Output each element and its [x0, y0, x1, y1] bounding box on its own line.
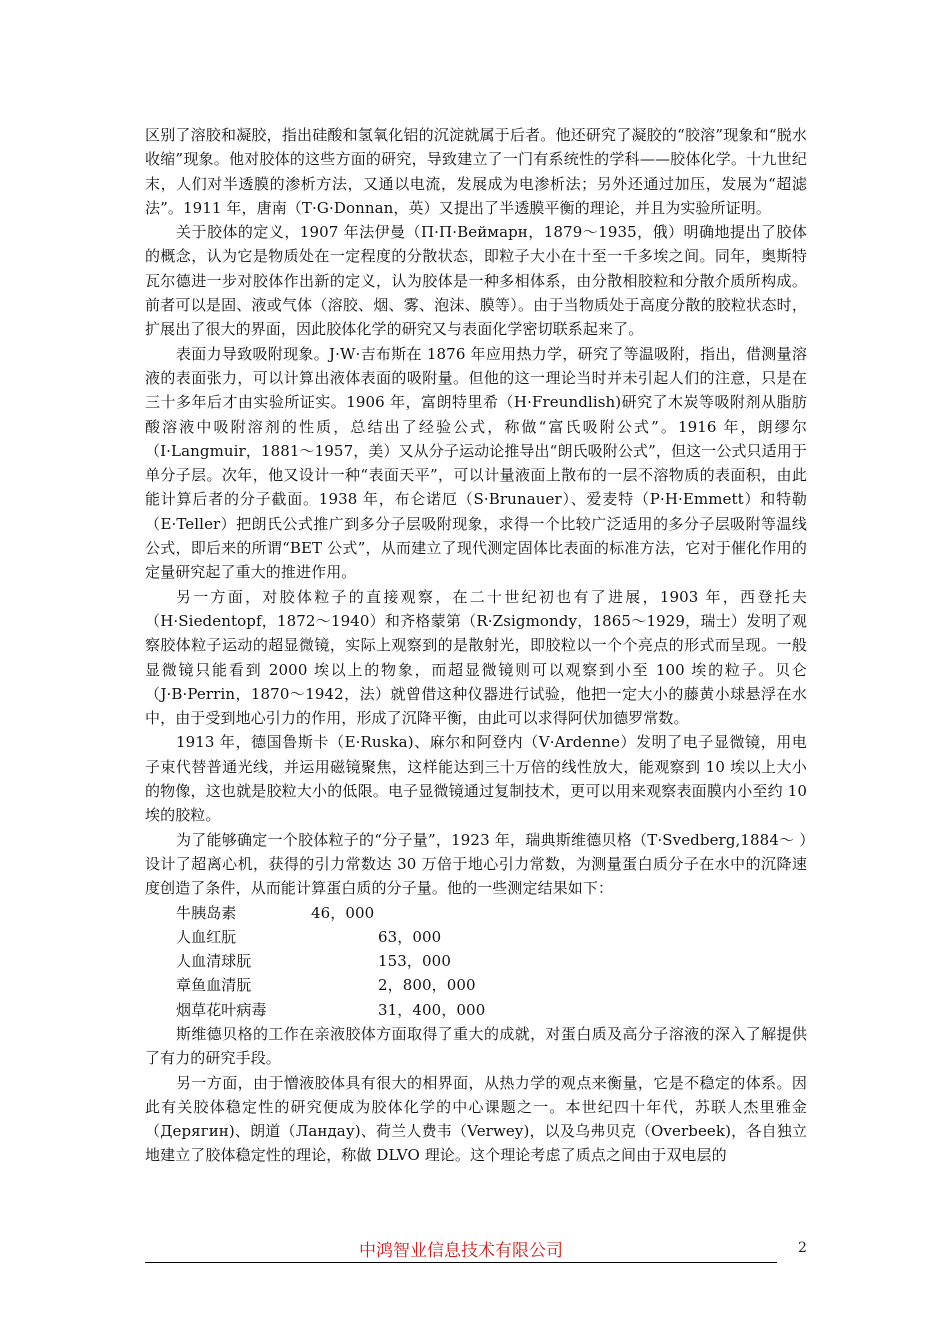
paragraph: 关于胶体的定义，1907 年法伊曼（П·П·Веймарн，1879～1935，俄）明确地提出了胶体的概念，认为它是物质处在一定程度的分散状态，即粒子大小在十至一千多埃之间。同年，奥斯特瓦尔德进一步对胶体作出新的定义，认为胶体是一种多相体系，由分散相胶粒和分散介质所构成。前者可以是固、液或气体（溶胶、烟、雾、泡沫、膜等）。由于当物质处于高度分散的胶粒状态时，扩展出了很大的界面，因此胶体化学的研究又与表面化学密切联系起来了。	[145, 223, 807, 339]
molecular-weight: 2，800，000	[378, 976, 476, 995]
protein-name: 烟草花叶病毒	[176, 1000, 267, 1019]
footer-company-name: 中鸿智业信息技术有限公司	[359, 1241, 563, 1261]
protein-name: 牛胰岛素	[176, 903, 237, 922]
measurement-row	[145, 925, 807, 949]
footer-divider	[145, 1262, 777, 1263]
paragraph: 1913 年，德国鲁斯卡（E·Ruska)、麻尔和阿登内（V·Ardenne）发明了电子显微镜，用电子束代替普通光线，并运用磁镜聚焦，这样能达到三十万倍的线性放大，能观察到 10 埃以上大小的物像，这也就是胶粒大小的低限。电子显微镜通过复制技术，更可以用来观察表面膜内小至约 10 埃的胶粒。	[145, 733, 807, 825]
measurement-row	[145, 998, 807, 1022]
paragraph: 为了能够确定一个胶体粒子的“分子量”，1923 年，瑞典斯维德贝格（T·Svedberg,1884～ ）设计了超离心机，获得的引力常数达 30 万倍于地心引力常数，为测量蛋白质分子在水中的沉降速度创造了条件，从而能计算蛋白质的分子量。他的一些测定结果如下：	[145, 830, 807, 898]
molecular-weight: 46，000	[311, 903, 375, 922]
measurement-row	[145, 901, 807, 925]
molecular-weight: 31，400，000	[378, 1000, 486, 1019]
protein-name: 人血清球朊	[176, 952, 252, 971]
protein-name: 人血红朊	[176, 927, 237, 946]
paragraph: 斯维德贝格的工作在亲液胶体方面取得了重大的成就，对蛋白质及高分子溶液的深入了解提供了有力的研究手段。	[145, 1024, 807, 1068]
paragraph: 表面力导致吸附现象。J·W·吉布斯在 1876 年应用热力学，研究了等温吸附，指出，借测量溶液的表面张力，可以计算出液体表面的吸附量。但他的这一理论当时并未引起人们的注意，只是在三十多年后才由实验所证实。1906 年，富朗特里希（H·Freundlish)研究了木炭等吸附剂从脂肪酸溶液中吸附溶剂的性质，总结出了经验公式，称做“富氏吸附公式”。1916 年，朗缪尔（I·Langmuir，1881～1957，美）又从分子运动论推导出“朗氏吸附公式”，但这一公式只适用于单分子层。次年，他又设计一种“表面天平”，可以计量液面上散布的一层不溶物质的表面积，由此能计算后者的分子截面。1938 年，布仑诺厄（S·Brunauer）、爱麦特（P·H·Emmett）和特勒（E·Teller）把朗氏公式推广到多分子层吸附现象，求得一个比较广泛适用的多分子层吸附等温线公式，即后来的所谓“BET 公式”，从而建立了现代测定固体比表面的标准方法，它对于催化作用的定量研究起了重大的推进作用。	[145, 344, 807, 582]
measurement-list	[145, 901, 807, 1022]
paragraph: 区别了溶胶和凝胶，指出硅酸和氢氧化铝的沉淀就属于后者。他还研究了凝胶的“胶溶”现象和“脱水收缩”现象。他对胶体的这些方面的研究，导致建立了一门有系统性的学科——胶体化学。十九世纪末，人们对半透膜的渗析方法，又通以电流，发展成为电渗析法；另外还通过加压，发展为“超滤法”。1911 年，唐南（T·G·Donnan，英）又提出了半透膜平衡的理论，并且为实验所证明。	[145, 126, 807, 217]
protein-name: 章鱼血清朊	[176, 976, 252, 995]
body-text	[145, 123, 807, 1168]
paragraph: 另一方面，对胶体粒子的直接观察，在二十世纪初也有了进展，1903 年，西登托夫（H·Siedentopf，1872～1940）和齐格蒙第（R·Zsigmondy，1865～1929，瑞士）发明了观察胶体粒子运动的超显微镜，实际上观察到的是散射光，即胶粒以一个个亮点的形式而呈现。一般显微镜只能看到 2000 埃以上的物象，而超显微镜则可以观察到小至 100 埃的粒子。贝仑（J·B·Perrin，1870～1942，法）就曾借这种仪器进行试验，他把一定大小的藤黄小球悬浮在水中，由于受到地心引力的作用，形成了沉降平衡，由此可以求得阿伏加德罗常数。	[145, 587, 807, 728]
measurement-row	[145, 949, 807, 973]
measurement-row	[145, 973, 807, 997]
molecular-weight: 63，000	[378, 927, 442, 946]
paragraph: 另一方面，由于憎液胶体具有很大的相界面，从热力学的观点来衡量，它是不稳定的体系。因此有关胶体稳定性的研究便成为胶体化学的中心课题之一。本世纪四十年代，苏联人杰里雅金（Дерягин)、朗道（Ландау)、荷兰人费韦（Verwey)，以及乌弗贝克（Overbeek)，各自独立地建立了胶体稳定性的理论，称做 DLVO 理论。这个理论考虑了质点之间由于双电层的	[145, 1073, 807, 1165]
page-number: 2	[798, 1240, 807, 1256]
molecular-weight: 153，000	[378, 952, 451, 971]
